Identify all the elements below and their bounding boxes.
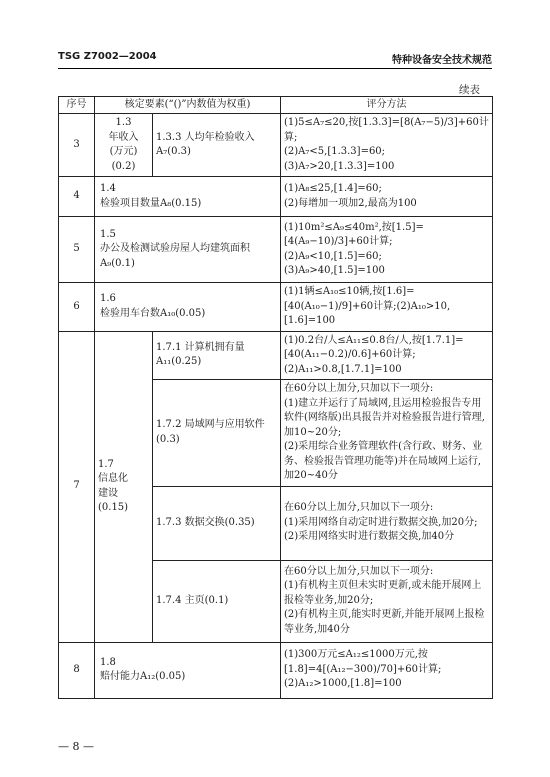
method-line: (2)A₇<5,[1.3.3]=60;: [284, 146, 386, 157]
method-line: (1)采用网络自动定时进行数据交换,加20分;: [284, 516, 478, 528]
item-cell: [95, 642, 281, 698]
col-header-method: 评分方法: [281, 97, 493, 114]
method-line: (2)采用综合业务管理软件(含行政、财务、业务、检验报告管理功能等)并在局域网上运行,加20~40分: [284, 441, 483, 481]
item-cell: [95, 217, 281, 283]
method-cell: [281, 114, 493, 177]
col-header-item: 核定要素(“()”内数值为权重): [95, 97, 281, 114]
method-line: (2)采用网络实时进行数据交换,加40分: [284, 531, 455, 543]
method-cell: [281, 642, 493, 698]
method-cell: [281, 380, 493, 487]
method-line: (3)A₉>40,[1.5]=100: [284, 265, 385, 276]
item-cell: [95, 331, 153, 642]
item-cell: [95, 177, 281, 217]
doc-series-title: 特种设备安全技术规范: [392, 55, 492, 66]
item-name: 检验用车台数A₁₀(0.05): [100, 307, 206, 319]
table-header-row: [59, 97, 493, 114]
item-name: 办公及检测试验房屋人均建筑面积A₉(0.1): [100, 243, 250, 269]
item-cell: [95, 114, 153, 177]
item-code: 1.7: [98, 458, 114, 470]
method-line: (3)A₇>20,[1.3.3]=100: [284, 160, 395, 172]
item-code: 1.5: [100, 228, 116, 240]
method-line: (2)A₉<10,[1.5]=60;: [284, 250, 382, 262]
method-cell: (1)1辆≤A₁₀≤10辆,按[1.6]=[40(A₁₀−1)/9]+60计算;(2)A₁₀>10,[1.6]=100: [281, 283, 493, 332]
doc-code: TSG Z7002—2004: [58, 51, 157, 62]
table-row: [59, 217, 493, 283]
method-line: (2)每增加一项加2,最高为100: [284, 197, 417, 209]
method-cell: [281, 331, 493, 380]
scoring-table: [58, 96, 493, 699]
method-line: (2)有机构主页,能实时更新,并能开展网上报检等业务,加40分: [284, 609, 485, 635]
item-code: 1.6: [100, 293, 116, 305]
table-row: [59, 114, 493, 177]
item-name-cont: 建设: [98, 487, 118, 499]
method-line: 在60分以上加分,只加以下一项分:: [284, 383, 434, 394]
method-cell: [281, 486, 493, 560]
page-number: — 8 —: [58, 740, 94, 753]
method-line: (1)建立并运行了局域网,且运用检验报告专用软件(网络版)出具报告并对检验报告进行管理,加10~20分;: [284, 397, 485, 438]
item-unit: (万元): [109, 146, 138, 157]
sub-item-cell: 1.7.4 主页(0.1): [153, 560, 281, 642]
item-weight: (0.2): [111, 160, 136, 172]
table-row: [59, 283, 493, 332]
item-name: 检验项目数量A₈(0.15): [100, 197, 202, 209]
method-line: (1)300万元≤A₁₂≤1000万元,按[1.8]=4[(A₁₂−300)/70]+60计算;: [284, 649, 442, 675]
sub-item-cell: 1.7.3 数据交换(0.35): [153, 486, 281, 560]
sub-item-cell: 1.7.2 局域网与应用软件(0.3): [153, 380, 281, 487]
method-line: (1)10m²≤A₉≤40m²,按[1.5]=[4(A₉−10)/3]+60计算;: [284, 221, 424, 247]
row-number: 8: [59, 642, 95, 698]
row-number: 3: [59, 114, 95, 177]
method-cell: [281, 217, 493, 283]
method-line: (1)A₈≤25,[1.4]=60;: [284, 183, 382, 194]
item-cell: [95, 283, 281, 332]
method-cell: [281, 560, 493, 642]
method-line: 在60分以上加分,只加以下一项分:: [284, 565, 434, 577]
method-line: 在60分以上加分,只加以下一项分:: [284, 502, 434, 514]
item-name: 年收入: [108, 131, 139, 143]
sub-item-cell: 1.7.1 计算机拥有量A₁₁(0.25): [153, 331, 281, 380]
method-line: (2)A₁₁>0.8,[1.7.1]=100: [284, 363, 402, 375]
header-rule: [58, 68, 492, 69]
row-number: 7: [59, 331, 95, 642]
item-code: 1.3: [115, 117, 132, 128]
item-weight: (0.15): [98, 502, 129, 513]
method-line: (2)A₁₂>1000,[1.8]=100: [284, 678, 402, 690]
method-line: (1)有机构主页但未实时更新,或未能开展网上报检等业务,加20分;: [284, 580, 482, 606]
table-row: [59, 642, 493, 698]
item-name: 赔付能力A₁₂(0.05): [100, 671, 186, 682]
col-header-no: 序号: [59, 97, 95, 114]
method-line: (1)0.2台/人≤A₁₁≤0.8台/人,按[1.7.1]=[40(A₁₁−0.2)/0.6]+60计算;: [284, 334, 464, 360]
item-code: 1.4: [100, 183, 116, 194]
method-cell: [281, 177, 493, 217]
item-name: 信息化: [98, 473, 128, 484]
continued-label: 续表: [459, 84, 480, 96]
table-row: [59, 177, 493, 217]
method-line: (1)5≤A₇≤20,按[1.3.3]=[8(A₇−5)/3]+60计算;: [284, 117, 489, 143]
item-code: 1.8: [100, 656, 116, 668]
row-number: 4: [59, 177, 95, 217]
sub-item-cell: 1.3.3 人均年检验收入A₇(0.3): [153, 114, 281, 177]
row-number: 6: [59, 283, 95, 332]
table-row: [59, 331, 493, 380]
row-number: 5: [59, 217, 95, 283]
